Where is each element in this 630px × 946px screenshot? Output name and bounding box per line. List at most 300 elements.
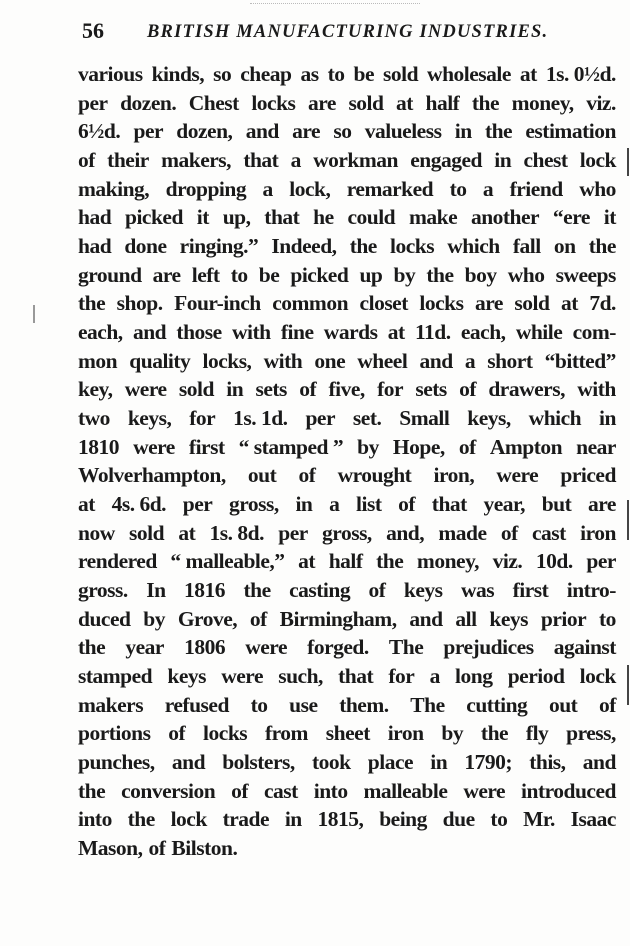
word: ground — [78, 262, 142, 287]
word: wrought — [337, 463, 412, 488]
word: mon — [78, 348, 118, 373]
word: in — [226, 377, 244, 402]
word: another — [470, 205, 540, 230]
word: now — [78, 520, 115, 545]
word: to — [327, 62, 345, 86]
text-line — [78, 119, 616, 148]
word: the — [376, 549, 404, 574]
word: sweeps — [555, 262, 616, 287]
word: sold — [383, 62, 419, 86]
word: at — [178, 520, 196, 545]
word: at — [78, 492, 95, 517]
word: of — [598, 692, 616, 717]
word: their — [107, 148, 149, 173]
word: a — [290, 148, 301, 173]
word: dozen, — [176, 119, 233, 144]
word: iron — [580, 520, 616, 545]
word: the — [78, 291, 106, 316]
word: had — [78, 205, 112, 230]
word: were — [496, 463, 539, 488]
word: he — [313, 205, 334, 230]
word: Four-inch — [174, 291, 261, 316]
word: makers — [78, 692, 144, 717]
word: that — [338, 664, 374, 689]
text-line — [78, 234, 616, 263]
word: cutting — [466, 692, 528, 717]
word: fall — [512, 234, 541, 259]
word: making, — [78, 176, 150, 201]
word: Indeed, — [271, 234, 337, 259]
word: the — [127, 807, 155, 832]
word: while — [515, 320, 563, 345]
word: Mason, — [78, 836, 143, 861]
word: gross. — [78, 578, 128, 603]
word: 11d. — [414, 320, 451, 345]
word: per — [586, 549, 616, 574]
word: and — [245, 119, 279, 144]
word: 1816 — [184, 578, 225, 603]
word: at — [387, 320, 405, 345]
word: to — [250, 692, 268, 717]
word: up — [359, 262, 383, 287]
word: of — [299, 377, 317, 402]
text-line — [78, 62, 616, 91]
word: “ stamped ” — [238, 434, 344, 459]
word: locks — [203, 721, 248, 746]
word: by — [143, 606, 165, 631]
word: “ere — [552, 205, 590, 230]
word: closet — [359, 291, 408, 316]
word: that — [243, 148, 279, 173]
word: were — [133, 434, 175, 459]
word: in — [454, 119, 472, 144]
word: this, — [529, 750, 566, 775]
word: duced — [78, 606, 131, 631]
word: for — [189, 406, 216, 431]
word: list — [356, 492, 382, 517]
word: wards — [323, 320, 378, 345]
word: use — [289, 692, 318, 717]
word: per — [182, 492, 213, 517]
word: valueless — [364, 119, 442, 144]
word: be — [258, 262, 280, 287]
word: in — [295, 492, 313, 517]
word: kinds, — [151, 62, 205, 86]
word: first — [188, 434, 225, 459]
word: wheel — [357, 348, 408, 373]
word: sold — [348, 90, 384, 115]
word: to — [598, 606, 616, 631]
word: who — [507, 262, 545, 287]
word: chest — [523, 148, 568, 173]
word: sheet — [325, 721, 370, 746]
word: made — [438, 520, 487, 545]
word: shop. — [116, 291, 163, 316]
word: were — [463, 778, 506, 803]
word: lock — [579, 148, 616, 173]
word: bolsters, — [222, 750, 295, 775]
text-line — [78, 779, 616, 808]
word: “ malleable,” — [170, 549, 285, 574]
text-line — [78, 693, 616, 722]
word: being — [379, 807, 427, 832]
word: 10d. — [535, 549, 573, 574]
word: the — [243, 578, 271, 603]
word: Small — [399, 406, 450, 431]
text-line — [78, 836, 616, 865]
word: “bitted” — [544, 348, 616, 373]
body-paragraph — [78, 62, 616, 865]
word: various — [78, 62, 143, 86]
word: dropping — [165, 176, 247, 201]
word: at — [396, 90, 413, 115]
word: of — [458, 434, 476, 459]
word: for — [377, 377, 404, 402]
word: and, — [386, 520, 425, 545]
word: picked — [290, 262, 349, 287]
word: in — [284, 807, 302, 832]
word: of — [249, 606, 267, 631]
word: half — [425, 90, 460, 115]
word: conversion — [121, 778, 216, 803]
word: trade — [222, 807, 270, 832]
word: 1806 — [184, 635, 226, 660]
text-line — [78, 291, 616, 320]
word: place — [367, 750, 414, 775]
word: iron, — [433, 463, 475, 488]
word: such, — [278, 664, 323, 689]
word: with — [577, 377, 616, 402]
word: long — [455, 664, 493, 689]
text-line — [78, 148, 616, 177]
word: are — [474, 291, 503, 316]
word: at — [519, 62, 537, 86]
word: set. — [352, 406, 382, 431]
word: stamped — [78, 664, 153, 689]
word: short — [487, 348, 533, 373]
word: the — [588, 234, 616, 259]
word: money, — [511, 90, 574, 115]
word: lock — [579, 664, 616, 689]
word: locks, — [202, 348, 252, 373]
word: by — [357, 434, 379, 459]
word: left — [191, 262, 220, 287]
page-edge-mark — [627, 500, 629, 540]
word: 1s. 8d. — [209, 520, 264, 545]
word: 7d. — [589, 291, 616, 316]
word: and — [171, 750, 206, 775]
word: in — [599, 406, 616, 431]
word: that — [431, 492, 467, 517]
word: drawers, — [488, 377, 565, 402]
word: press, — [566, 721, 616, 746]
word: at — [560, 291, 578, 316]
word: from — [264, 721, 308, 746]
word: Bilston. — [171, 836, 238, 861]
text-line — [78, 205, 616, 234]
word: of — [368, 578, 386, 603]
word: are — [307, 90, 336, 115]
word: which — [528, 406, 582, 431]
word: fly — [525, 721, 549, 746]
text-line — [78, 349, 616, 378]
word: dozen. — [120, 90, 177, 115]
word: gross, — [322, 520, 372, 545]
word: priced — [560, 463, 616, 488]
word: sold — [178, 377, 214, 402]
word: com- — [572, 320, 616, 345]
text-line — [78, 320, 616, 349]
word: make — [408, 205, 458, 230]
word: are — [292, 119, 321, 144]
text-line — [78, 91, 616, 120]
word: two — [78, 406, 110, 431]
word: done — [124, 234, 167, 259]
word: but — [541, 492, 572, 517]
text-line — [78, 463, 616, 492]
word: Wolverhampton, — [78, 463, 226, 488]
word: iron — [387, 721, 424, 746]
word: 1s. 1d. — [233, 406, 288, 431]
word: money, — [416, 549, 480, 574]
word: estimation — [525, 119, 616, 144]
text-line — [78, 177, 616, 206]
word: remarked — [346, 176, 434, 201]
word: malleable — [363, 778, 448, 803]
word: one — [314, 348, 346, 373]
word: with — [263, 348, 303, 373]
word: gross, — [228, 492, 279, 517]
word: so — [333, 119, 352, 144]
word: sold — [129, 520, 165, 545]
word: common — [272, 291, 349, 316]
word: casting — [289, 578, 351, 603]
word: Ampton — [489, 434, 563, 459]
word: of — [459, 377, 477, 402]
word: per — [278, 520, 308, 545]
word: picked — [124, 205, 183, 230]
word: of — [500, 520, 518, 545]
word: near — [576, 434, 616, 459]
text-line — [78, 492, 616, 521]
word: cheap — [240, 62, 292, 86]
word: keys — [489, 606, 529, 631]
word: locks — [419, 291, 464, 316]
word: all — [455, 606, 477, 631]
word: for — [388, 664, 415, 689]
word: be — [353, 62, 375, 86]
word: Birmingham, — [279, 606, 397, 631]
page-number: 56 — [82, 18, 104, 43]
word: cast — [532, 520, 566, 545]
word: a — [482, 176, 494, 201]
word: on — [553, 234, 576, 259]
word: 1s. 0½d. — [545, 62, 616, 86]
word: of — [168, 721, 186, 746]
word: of — [231, 778, 249, 803]
word: were — [124, 377, 167, 402]
word: per — [305, 406, 336, 431]
word: the — [349, 234, 377, 259]
page-edge-mark — [627, 148, 629, 176]
word: a — [429, 664, 440, 689]
word: prejudices — [443, 635, 534, 660]
word: those — [176, 320, 222, 345]
word: the — [78, 778, 106, 803]
text-line — [78, 721, 616, 750]
word: that — [264, 205, 300, 230]
word: 1815, — [317, 807, 364, 832]
word: with — [231, 320, 271, 345]
word: it — [196, 205, 209, 230]
word: against — [553, 635, 616, 660]
text-line — [78, 549, 616, 578]
word: quality — [129, 348, 191, 373]
word: locks — [251, 90, 296, 115]
page-edge-mark — [627, 665, 629, 705]
word: Chest — [188, 90, 239, 115]
word: which — [447, 234, 500, 259]
word: sets — [415, 377, 447, 402]
word: was — [460, 578, 495, 603]
word: and — [419, 348, 453, 373]
word: took — [311, 750, 351, 775]
word: out — [548, 692, 578, 717]
top-edge-rule — [250, 3, 420, 5]
word: had — [78, 234, 112, 259]
word: as — [300, 62, 319, 86]
word: per — [78, 90, 108, 115]
word: sets — [255, 377, 287, 402]
word: a — [329, 492, 340, 517]
word: in — [430, 750, 448, 775]
word: were — [245, 635, 288, 660]
word: it — [603, 205, 616, 230]
word: locks — [390, 234, 435, 259]
word: of — [298, 463, 316, 488]
word: were — [221, 664, 263, 689]
word: up, — [222, 205, 251, 230]
word: who — [579, 176, 616, 201]
word: the — [480, 721, 509, 746]
word: The — [410, 692, 445, 717]
word: each, — [78, 320, 123, 345]
word: are — [152, 262, 181, 287]
text-line — [78, 377, 616, 406]
text-line — [78, 578, 616, 607]
word: punches, — [78, 750, 155, 775]
word: intro- — [566, 578, 616, 603]
word: so — [213, 62, 232, 86]
word: half — [328, 549, 363, 574]
word: portions — [78, 721, 151, 746]
word: Isaac — [570, 807, 616, 832]
text-line — [78, 807, 616, 836]
word: a — [464, 348, 476, 373]
word: 6½d. — [78, 119, 121, 144]
word: of — [148, 836, 166, 861]
text-line — [78, 607, 616, 636]
word: out — [247, 463, 277, 488]
word: five, — [328, 377, 365, 402]
text-line — [78, 263, 616, 292]
word: 1790; — [464, 750, 513, 775]
word: to — [449, 176, 467, 201]
word: The — [388, 635, 424, 660]
word: keys — [167, 664, 206, 689]
margin-speck — [33, 305, 35, 323]
word: could — [347, 205, 396, 230]
word: friend — [509, 176, 563, 201]
word: engaged — [410, 148, 482, 173]
word: them. — [339, 692, 389, 717]
word: each, — [460, 320, 506, 345]
word: of — [78, 148, 95, 173]
word: makers, — [161, 148, 232, 173]
word: Hope, — [392, 434, 445, 459]
text-line — [78, 750, 616, 779]
word: viz. — [492, 549, 523, 574]
word: forged. — [307, 635, 369, 660]
word: and — [409, 606, 443, 631]
word: the — [471, 90, 500, 115]
word: a — [262, 176, 273, 201]
running-head: BRITISH MANUFACTURING INDUSTRIES. — [147, 22, 549, 42]
word: the — [426, 262, 454, 287]
word: year — [125, 635, 164, 660]
word: wholesale — [427, 62, 511, 86]
word: fine — [280, 320, 314, 345]
word: to — [490, 807, 508, 832]
word: workman — [313, 148, 398, 173]
word: introduced — [521, 778, 616, 803]
word: and — [582, 750, 616, 775]
word: boy — [464, 262, 497, 287]
text-line — [78, 664, 616, 693]
word: keys, — [127, 406, 172, 431]
word: period — [507, 664, 565, 689]
word: into — [78, 807, 112, 832]
word: lock — [170, 807, 207, 832]
word: prior — [540, 606, 587, 631]
word: Grove, — [177, 606, 238, 631]
word: are — [587, 492, 616, 517]
word: per — [133, 119, 164, 144]
word: rendered — [78, 549, 157, 574]
word: and — [132, 320, 167, 345]
word: into — [313, 778, 348, 803]
text-line — [78, 635, 616, 664]
word: key, — [78, 377, 113, 402]
word: viz. — [586, 90, 616, 115]
word: 4s. 6d. — [111, 492, 167, 517]
word: keys, — [467, 406, 511, 431]
word: lock, — [289, 176, 331, 201]
word: 1810 — [78, 434, 119, 459]
word: by — [393, 262, 416, 287]
text-line — [78, 435, 616, 464]
word: Mr. — [523, 807, 555, 832]
word: In — [146, 578, 166, 603]
word: the — [484, 119, 513, 144]
word: first — [512, 578, 549, 603]
word: refused — [164, 692, 229, 717]
word: cast — [264, 778, 298, 803]
word: of — [398, 492, 416, 517]
word: due — [442, 807, 475, 832]
word: at — [298, 549, 316, 574]
text-line — [78, 406, 616, 435]
